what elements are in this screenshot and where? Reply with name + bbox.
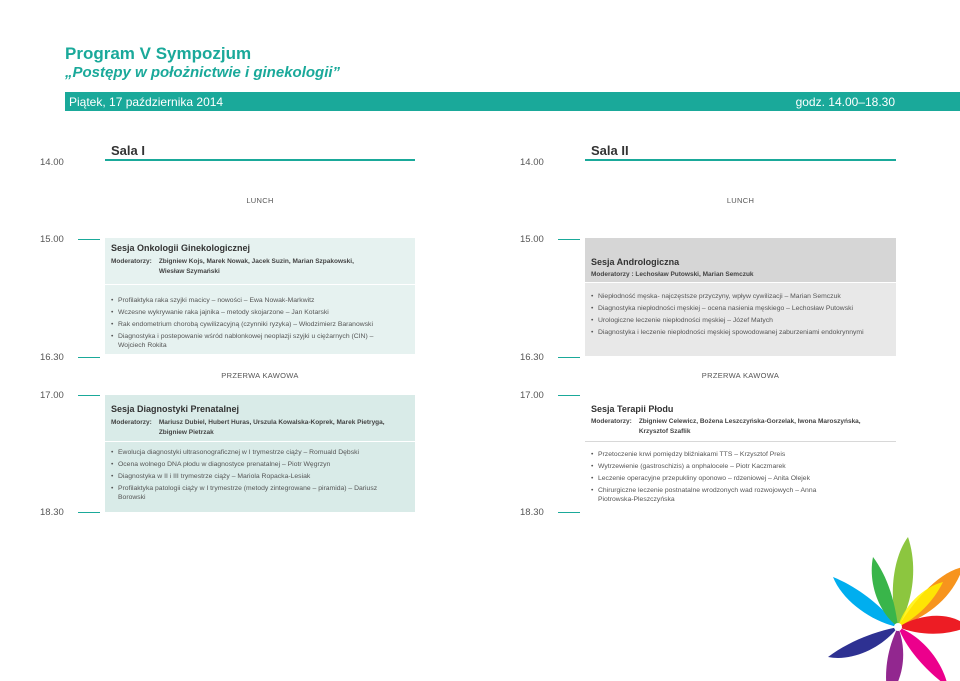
- divider: [105, 284, 415, 285]
- list-item: • Rak endometrium chorobą cywilizacyjną (czynniki ryzyka) – Włodzimierz Baranowski: [111, 320, 397, 329]
- time-line: [558, 357, 580, 358]
- lunch-label-left: LUNCH: [246, 196, 274, 205]
- room-title-sala-2: Sala II: [591, 143, 629, 158]
- moderators-names: Mariusz Dubiel, Hubert Huras, Urszula Kowalska-Koprek, Marek Pietryga,: [158, 419, 385, 426]
- moderators-names-cont: Zbigniew Pietrzak: [158, 428, 214, 436]
- coffee-break-right: PRZERWA KAWOWA: [701, 371, 780, 380]
- talk-list: [111, 448, 381, 505]
- moderators-label: Moderatorzy:: [111, 419, 152, 426]
- session-fetal-therapy: [585, 395, 896, 512]
- time-1400-left: 14.00: [40, 157, 64, 168]
- divider: [105, 441, 415, 442]
- divider: [585, 441, 896, 442]
- session-title: Sesja Onkologii Ginekologicznej: [111, 243, 251, 253]
- time-line: [558, 239, 580, 240]
- date-bar: [65, 92, 960, 111]
- list-item: • Diagnostyka i leczenie niepłodności męskiej spowodowanej zaburzeniami endokrynnymi: [591, 328, 891, 337]
- session-title: Sesja Terapii Płodu: [591, 404, 674, 414]
- time-line: [78, 512, 100, 513]
- moderators-names-cont: Wiesław Szymański: [158, 267, 220, 275]
- list-item: • Diagnostyka niepłodności męskiej – ocena nasienia męskiego – Lechosław Putowski: [591, 304, 891, 313]
- moderators: [111, 418, 411, 437]
- list-item: • Ocena wolnego DNA płodu w diagnostyce prenatalnej – Piotr Węgrzyn: [111, 460, 381, 469]
- session-prenatal: [105, 395, 415, 512]
- moderators-label: Moderatorzy:: [111, 258, 152, 265]
- list-item: • Chirurgiczne leczenie postnatalne wrodzonych wad rozwojowych – Anna Piotrowska-Pleszczyńska: [591, 486, 831, 504]
- time-line: [558, 395, 580, 396]
- coffee-break-left: PRZERWA KAWOWA: [221, 371, 299, 380]
- list-item: • Niepłodność męska- najczęstsze przyczyny, wpływ cywilizacji – Marian Semczuk: [591, 292, 891, 301]
- time-line: [78, 357, 100, 358]
- moderators: Moderatorzy : Lechosław Putowski, Marian Semczuk: [591, 271, 754, 278]
- time-1630-right: 16.30: [520, 352, 544, 363]
- time-1500-right: 15.00: [520, 234, 544, 245]
- session-title: Sesja Diagnostyki Prenatalnej: [111, 404, 240, 414]
- flower-logo-icon: [808, 532, 960, 681]
- moderators: [591, 417, 896, 436]
- page-title: Program V Sympozjum: [65, 44, 252, 63]
- session-oncology: [105, 238, 415, 354]
- session-andrology-header: [585, 238, 896, 282]
- time-1700-left: 17.00: [40, 390, 64, 401]
- list-item: • Diagnostyka i postepowanie wśród nablonkowej neoplazji szyjki u ciężarnych (CIN) – Wojciech Rokita: [111, 332, 397, 350]
- time-1400-right: 14.00: [520, 157, 544, 168]
- list-item: • Przetoczenie krwi pomiędzy bliźniakami TTS – Krzysztof Preis: [591, 450, 831, 459]
- time-line: [78, 395, 100, 396]
- moderators-names: Zbigniew Kojs, Marek Nowak, Jacek Suzin, Marian Szpakowski,: [158, 258, 354, 265]
- day-label: Piątek, 17 października 2014: [69, 95, 224, 109]
- moderators-label: Moderatorzy:: [591, 418, 632, 425]
- room-title-sala-1: Sala I: [111, 143, 145, 158]
- time-1830-left: 18.30: [40, 507, 64, 518]
- list-item: • Profilaktyka patologii ciąży w I trymestrze (metody zintegrowane – piramida) – Dariusz Borowski: [111, 484, 381, 502]
- time-1830-right: 18.30: [520, 507, 544, 518]
- time-1500-left: 15.00: [40, 234, 64, 245]
- moderators-names-cont: Krzysztof Szaflik: [638, 427, 691, 435]
- room-underline: [105, 159, 415, 161]
- list-item: • Diagnostyka w II i III trymestrze ciąży – Mariola Ropacka-Lesiak: [111, 472, 381, 481]
- list-item: • Leczenie operacyjne przepukliny oponowo – rdzeniowej – Anita Olejek: [591, 474, 831, 483]
- page-subtitle: „Postępy w położnictwie i ginekologii”: [65, 64, 341, 81]
- lunch-label-right: LUNCH: [726, 196, 755, 205]
- room-underline: [585, 159, 896, 161]
- session-title: Sesja Andrologiczna: [591, 257, 680, 267]
- time-line: [78, 239, 100, 240]
- time-line: [558, 512, 580, 513]
- moderators: [111, 257, 411, 276]
- moderators-names: Zbigniew Celewicz, Bożena Leszczyńska-Gorzelak, Iwona Maroszyńska,: [638, 418, 861, 425]
- hours-label: godz. 14.00–18.30: [795, 95, 895, 109]
- list-item: • Urologiczne leczenie niepłodności męskiej – Józef Matych: [591, 316, 891, 325]
- list-item: • Profilaktyka raka szyjki macicy – nowości – Ewa Nowak-Markwitz: [111, 296, 397, 305]
- list-item: • Wczesne wykrywanie raka jajnika – metody skojarzone – Jan Kotarski: [111, 308, 397, 317]
- talk-list: [591, 450, 831, 507]
- time-1700-right: 17.00: [520, 390, 544, 401]
- session-andrology-talks: [585, 283, 896, 356]
- list-item: • Wytrzewienie (gastroschizis) a onphalocele – Piotr Kaczmarek: [591, 462, 831, 471]
- talk-list: [591, 292, 891, 340]
- list-item: • Ewolucja diagnostyki ultrasonograficznej w I trymestrze ciąży – Romuald Dębski: [111, 448, 381, 457]
- talk-list: [111, 296, 397, 353]
- time-1630-left: 16.30: [40, 352, 64, 363]
